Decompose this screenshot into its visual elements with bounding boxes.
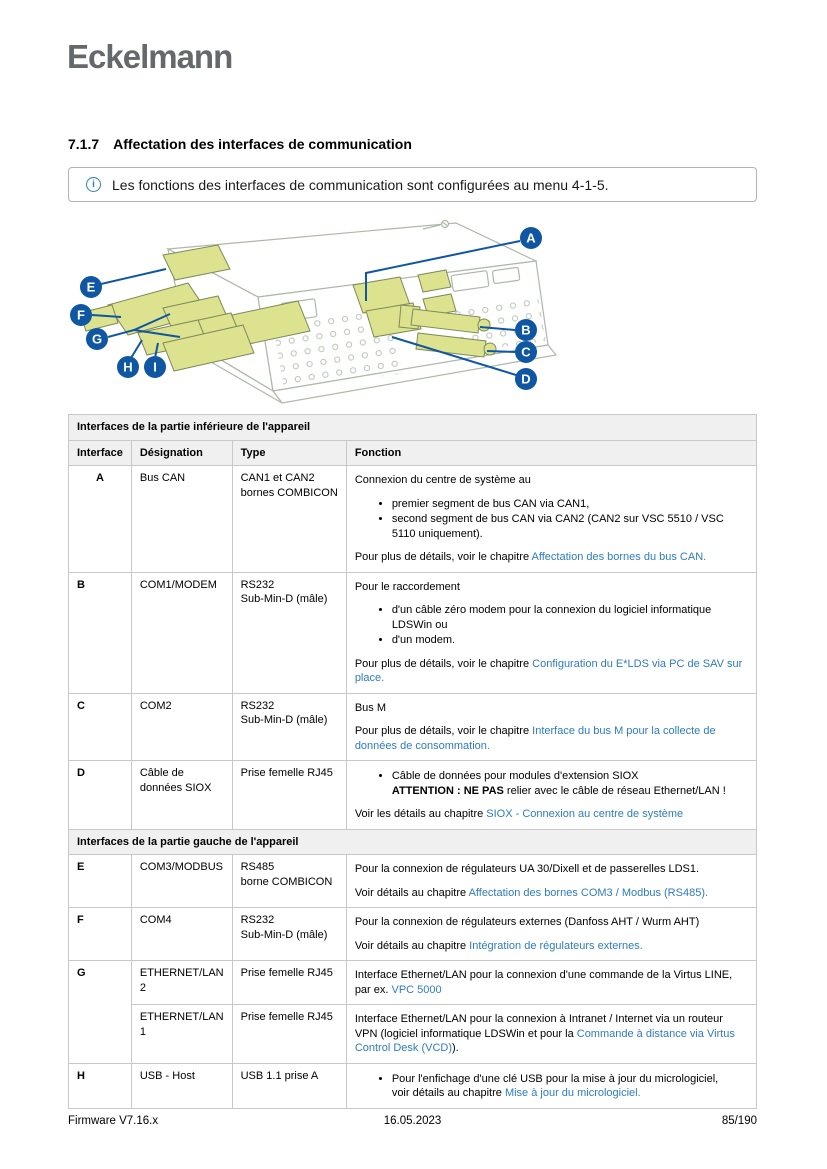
type-line-2: borne COMBICON bbox=[240, 875, 333, 888]
fonction-intro: Pour la connexion de régulateurs externes (Danfoss AHT / Wurm AHT) bbox=[354, 916, 700, 929]
cell-a-type bbox=[232, 466, 346, 573]
callout-e-label: E bbox=[86, 279, 96, 295]
callout-f-label: F bbox=[77, 307, 85, 323]
type-line-2: Sub-Min-D (mâle) bbox=[240, 928, 328, 941]
fonction-post: ). bbox=[452, 1042, 459, 1055]
callout-d bbox=[515, 368, 537, 390]
type-line-2: bornes COMBICON bbox=[240, 486, 338, 499]
fonction-bullets bbox=[355, 497, 748, 542]
table-section-row bbox=[69, 829, 757, 855]
table-header-row bbox=[69, 440, 757, 466]
info-icon: i bbox=[86, 177, 101, 192]
fonction-outro bbox=[355, 939, 748, 954]
cell-d-designation: Câble de données SIOX bbox=[131, 761, 232, 830]
outro-text: Voir les détails au chapitre bbox=[354, 808, 487, 821]
fonction-outro bbox=[355, 657, 748, 686]
footer-firmware-version: Firmware V7.16.x bbox=[68, 1115, 159, 1127]
bullet-text: Pour l'enfichage d'une clé USB pour la mise à jour du micrologiciel, bbox=[391, 1072, 719, 1085]
attention-warning: ATTENTION : NE PAS bbox=[391, 784, 504, 797]
device-interface-diagram bbox=[68, 213, 758, 410]
type-line-1: RS232 bbox=[240, 699, 275, 712]
bullet-text: voir détails au chapitre bbox=[391, 1087, 505, 1100]
cell-f-designation: COM4 bbox=[131, 908, 232, 961]
cell-a-fonction bbox=[346, 466, 756, 573]
cell-f-fonction bbox=[346, 908, 756, 961]
fonction-intro: Pour le raccordement bbox=[354, 580, 460, 593]
info-note-text: Les fonctions des interfaces de communication sont configurées au menu 4-1-5. bbox=[112, 176, 609, 193]
chapter-link-can[interactable]: Affectation des bornes du bus CAN. bbox=[531, 551, 707, 564]
callout-a bbox=[520, 227, 542, 249]
cell-g2-fonction bbox=[346, 1005, 756, 1064]
device-illustration bbox=[168, 221, 556, 404]
fonction-text bbox=[355, 1012, 748, 1056]
fonction-text bbox=[355, 968, 748, 997]
section-title: Affectation des interfaces de communication bbox=[113, 136, 412, 152]
type-line-1: USB 1.1 prise A bbox=[240, 1069, 319, 1082]
cell-e-fonction bbox=[346, 855, 756, 908]
callout-a-label: A bbox=[526, 230, 536, 246]
callout-b bbox=[515, 319, 537, 341]
interface-table bbox=[68, 414, 757, 1109]
callout-g bbox=[86, 328, 108, 350]
section-heading bbox=[68, 136, 412, 152]
cell-c-fonction bbox=[346, 693, 756, 761]
type-line-1: RS232 bbox=[240, 578, 275, 591]
cell-b-letter: B bbox=[69, 572, 132, 693]
callout-c-label: C bbox=[521, 344, 531, 360]
cell-a-designation: Bus CAN bbox=[131, 466, 232, 573]
type-line-1: Prise femelle RJ45 bbox=[240, 1011, 333, 1024]
table-row-a bbox=[69, 466, 757, 573]
type-line-1: Prise femelle RJ45 bbox=[240, 767, 333, 780]
outro-text: Pour plus de détails, voir le chapitre bbox=[354, 657, 533, 670]
callout-b-label: B bbox=[521, 322, 531, 338]
cell-g2-type bbox=[232, 1005, 346, 1064]
col-header-designation: Désignation bbox=[131, 440, 232, 466]
cell-h-fonction bbox=[346, 1063, 756, 1108]
chapter-link-siox[interactable]: SIOX - Connexion au centre de système bbox=[486, 808, 684, 821]
type-line-1: RS485 bbox=[240, 861, 275, 874]
cell-e-letter: E bbox=[69, 855, 132, 908]
bullet-text: Câble de données pour modules d'extension SIOX bbox=[391, 770, 639, 783]
col-header-interface: Interface bbox=[69, 440, 132, 466]
type-line-2: Sub-Min-D (mâle) bbox=[240, 714, 328, 727]
table-row-e bbox=[69, 855, 757, 908]
fonction-outro bbox=[355, 724, 748, 753]
chapter-link-mise-a-jour[interactable]: Mise à jour du micrologiciel. bbox=[504, 1087, 641, 1100]
bullet-item: • d'un modem. bbox=[392, 633, 748, 648]
bullet-item bbox=[392, 1072, 748, 1101]
fonction-bullets bbox=[355, 603, 748, 648]
cell-g1-type bbox=[232, 961, 346, 1005]
cell-h-type bbox=[232, 1063, 346, 1108]
table-section-left: Interfaces de la partie gauche de l'appareil bbox=[69, 829, 757, 855]
cell-h-designation: USB - Host bbox=[131, 1063, 232, 1108]
table-row-b bbox=[69, 572, 757, 693]
chapter-link-com3-modbus[interactable]: Affectation des bornes COM3 / Modbus (RS485). bbox=[468, 886, 709, 899]
outro-text: Voir détails au chapitre bbox=[354, 939, 470, 952]
fonction-outro bbox=[355, 807, 748, 822]
cell-f-letter: F bbox=[69, 908, 132, 961]
cell-g1-designation: ETHERNET/LAN 2 bbox=[131, 961, 232, 1005]
cell-d-type bbox=[232, 761, 346, 830]
fonction-pre: Interface Ethernet/LAN pour la connexion d'une commande de la Virtus LINE, par ex. bbox=[354, 969, 733, 996]
fonction-outro bbox=[355, 886, 748, 901]
section-number: 7.1.7 bbox=[68, 136, 100, 152]
cell-d-fonction bbox=[346, 761, 756, 830]
callout-d-label: D bbox=[521, 371, 531, 387]
cell-e-type bbox=[232, 855, 346, 908]
fonction-bullets bbox=[355, 769, 748, 798]
table-row-h bbox=[69, 1063, 757, 1108]
cell-g2-designation: ETHERNET/LAN 1 bbox=[131, 1005, 232, 1064]
eckelmann-logo: Eckelmann bbox=[67, 38, 233, 75]
outro-text: Pour plus de détails, voir le chapitre bbox=[354, 551, 532, 564]
table-row-g2 bbox=[69, 1005, 757, 1064]
callout-h bbox=[117, 356, 139, 378]
cell-a-letter: A bbox=[69, 466, 132, 573]
col-header-fonction: Fonction bbox=[346, 440, 756, 466]
bullet-item: • d'un câble zéro modem pour la connexion du logiciel informatique LDSWin ou bbox=[392, 603, 748, 632]
cell-g1-fonction bbox=[346, 961, 756, 1005]
callout-e bbox=[80, 276, 102, 298]
col-header-type: Type bbox=[232, 440, 346, 466]
cell-e-designation: COM3/MODBUS bbox=[131, 855, 232, 908]
callout-h-label: H bbox=[123, 359, 133, 375]
table-row-c bbox=[69, 693, 757, 761]
type-line-1: CAN1 et CAN2 bbox=[240, 472, 315, 485]
fonction-bullets bbox=[355, 1072, 748, 1101]
cell-c-letter: C bbox=[69, 693, 132, 761]
fonction-intro: Bus M bbox=[354, 701, 386, 714]
type-line-1: Prise femelle RJ45 bbox=[240, 967, 333, 980]
chapter-link-regulateurs-externes[interactable]: Intégration de régulateurs externes. bbox=[469, 939, 643, 952]
fonction-outro bbox=[355, 550, 748, 565]
chapter-link-vpc5000[interactable]: VPC 5000 bbox=[391, 983, 442, 996]
bullet-item bbox=[392, 769, 748, 798]
outro-text: Pour plus de détails, voir le chapitre bbox=[354, 725, 533, 738]
fonction-intro: Connexion du centre de système au bbox=[354, 474, 531, 487]
fonction-intro: Pour la connexion de régulateurs UA 30/Dixell et de passerelles LDS1. bbox=[354, 863, 700, 876]
cell-h-letter: H bbox=[69, 1063, 132, 1108]
footer-page-number: 85/190 bbox=[721, 1115, 757, 1127]
table-section-bottom: Interfaces de la partie inférieure de l'appareil bbox=[69, 415, 757, 441]
table-row-f bbox=[69, 908, 757, 961]
chapter-link-elds-sav[interactable]: Configuration du E*LDS via PC de SAV sur place. bbox=[354, 657, 743, 685]
callout-g-label: G bbox=[91, 331, 103, 347]
table-row-d bbox=[69, 761, 757, 830]
callout-i bbox=[144, 356, 166, 378]
cell-c-designation: COM2 bbox=[131, 693, 232, 761]
interface-table-wrap bbox=[68, 414, 757, 1109]
cell-d-letter: D bbox=[69, 761, 132, 830]
footer-date: 16.05.2023 bbox=[383, 1115, 442, 1127]
table-row-g1 bbox=[69, 961, 757, 1005]
cell-g-letter: G bbox=[69, 961, 132, 1064]
callout-c bbox=[515, 341, 537, 363]
type-line-1: RS232 bbox=[240, 914, 275, 927]
chapter-link-vcd[interactable]: Commande à distance via Virtus Control Desk (VCD) bbox=[354, 1027, 735, 1055]
cell-f-type bbox=[232, 908, 346, 961]
cell-b-type bbox=[232, 572, 346, 693]
info-note bbox=[68, 167, 757, 202]
type-line-2: Sub-Min-D (mâle) bbox=[240, 593, 328, 606]
bullet-item: • premier segment de bus CAN via CAN1, bbox=[392, 497, 748, 512]
callout-f bbox=[70, 304, 92, 326]
chapter-link-bus-m[interactable]: Interface du bus M pour la collecte de données de consommation. bbox=[354, 725, 716, 752]
bullet-item: • second segment de bus CAN via CAN2 (CAN2 sur VSC 5510 / VSC 5110 uniquement). bbox=[392, 512, 748, 541]
cell-b-fonction bbox=[346, 572, 756, 693]
bullet-text: relier avec le câble de réseau Ethernet/LAN ! bbox=[503, 784, 726, 797]
outro-text: Voir détails au chapitre bbox=[354, 886, 469, 899]
fonction-pre: Interface Ethernet/LAN pour la connexion à Intranet / Internet via un routeur VPN (logiciel informatique LDSWin et pour la bbox=[354, 1013, 723, 1040]
callout-i-label: I bbox=[153, 359, 157, 375]
cell-b-designation: COM1/MODEM bbox=[131, 572, 232, 693]
table-section-row bbox=[69, 415, 757, 441]
cell-c-type bbox=[232, 693, 346, 761]
